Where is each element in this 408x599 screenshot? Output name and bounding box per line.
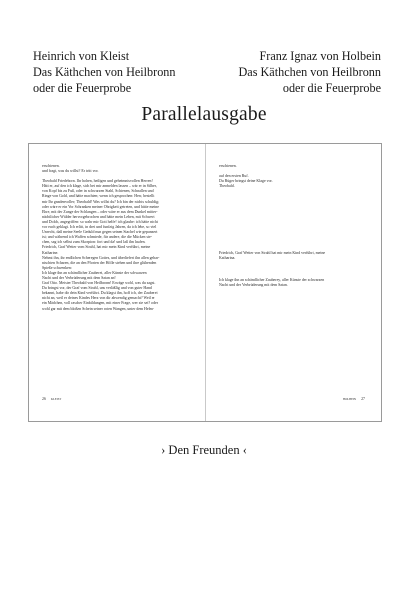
left-page-line: vor euch geklagt. Ich erlitt, in drei und funfzig Jahren, da ich lebe, so viel: [42, 225, 157, 230]
right-page-opening: [219, 164, 369, 189]
right-page-line: Ich klage ihn an schändlicher Zauberey, aller Künste der schwarzen: [219, 277, 325, 282]
left-page-number: 26: [42, 397, 46, 401]
right-running-head: holbein: [342, 397, 357, 401]
right-page-line: auf den ersten Ruf.: [219, 174, 249, 179]
right-page-line: Nacht und der Verbrüderung mit dem Satan.: [219, 282, 288, 287]
left-page-line: mir Ihr gnadenvoller; Theobald! Was willst du? Ich bin der nichts schuldig;: [42, 199, 160, 204]
left-page-line: Nacht und der Verbrüderung mit dem Satan an!: [42, 275, 116, 280]
right-page-blank-1: [219, 189, 369, 251]
right-page-line: Katharina.: [219, 256, 236, 261]
right-page-number: 27: [361, 397, 365, 401]
right-author-name: Franz Ignaz von Holbein: [259, 49, 381, 63]
right-page-text: [219, 164, 369, 288]
right-page-blank-2: [219, 262, 369, 278]
right-author-block: [239, 48, 382, 96]
left-page-line: Theobald Friedeborn. Ihr hohen, heiligen und geheimnisvollen Herren!: [42, 179, 153, 184]
right-page-line: Theobald.: [219, 184, 235, 189]
left-author-block: [33, 48, 176, 96]
right-page-line: Friedrich, Graf Wetter von Strahl hat mir mein Kind verführt, meine: [219, 251, 326, 256]
left-page-line: Spieße schwenken:: [42, 265, 72, 270]
left-page-line: oder wäre er ein Vor Schranken meiner Obrigkeit getreten, und hätte meine: [42, 204, 159, 209]
left-page-line: chen, sag ich selbst zum Skorpion: fort und da! und laß ihn laufen.: [42, 240, 146, 245]
left-page-line: und Dolch, angegriffen: so wahr mir Gott helfe! ich glaube: ich hätte nicht: [42, 219, 158, 224]
left-page-line: Unrecht, daß meine Seele Geduld nun gegen seinen Stachel wie gepanzert: [42, 230, 158, 235]
left-page-line: Friedrich, Graf Wetter vom Strahl, hat mir mein Kind verführt, meine: [42, 245, 151, 250]
left-author-name: Heinrich von Kleist: [33, 49, 130, 63]
left-page-line: ein Mädchen, voll rascher Einbildungen, mit einer Frage, wer sie sei? oder: [42, 301, 159, 306]
left-page-line: und fragt, was du willst? Er tritt vor.: [42, 169, 99, 174]
left-page-line: von Kopf bis zu Fuß, oder in schwarzen Stahl, Schienen, Schnallen und: [42, 189, 154, 194]
book-spread: [28, 143, 382, 422]
left-page-line: erschienen.: [42, 164, 60, 168]
left-work-title: Das Käthchen von Heilbronn: [33, 65, 176, 79]
left-page-folio: [42, 397, 66, 401]
dedication: › Den Freunden ‹: [161, 443, 247, 457]
left-page-line: Katharine.: [42, 250, 59, 255]
right-work-title: Das Käthchen von Heilbronn: [238, 65, 381, 79]
left-page-line: Ehre, mit der Zunge der Schlangen – oder wäre er aus dem Dunkel mitter-: [42, 209, 158, 214]
left-page-line: bekannt, habe dir dein Kind verführt. Du klagst ihn, hoff ich, der Zauberei: [42, 291, 158, 296]
right-page-line: Du Rüger bringst deine Klage vor.: [219, 179, 273, 184]
left-page-line: Graf Otto. Meister Theobald von Heilbronn! Erwäge wohl, was du sagst.: [42, 281, 156, 286]
left-page-line: Du bringst vor, der Graf vom Strahl, uns verläßlig und von guter Hand: [42, 286, 152, 291]
right-page-accusation: [219, 278, 369, 288]
left-page-line: nächtlicher Wälder hervorgebrochen und hätte mein Leben, mit Schwert: [42, 214, 155, 219]
right-work-subtitle: oder die Feuerprobe: [282, 81, 381, 95]
left-page-line: wohl gar mit dem bloßen Schein seiner roten Wangen, unter dem Helm-: [42, 306, 154, 311]
right-page-complaint: [219, 251, 369, 261]
left-work-subtitle: oder die Feuerprobe: [33, 81, 132, 95]
left-page-line: Ringe von Gold, und hätte machten; wenn ich gesprochen: Herr, bestellt: [42, 194, 155, 199]
left-page-line: nicht an, weil er deines Kindes Herz von dir abwendig gemacht? Weil er: [42, 296, 155, 301]
left-page-line: Ich klage ihn an schändlicher Zauberei, aller Künste der schwarzen: [42, 270, 147, 275]
left-running-head: kleist: [50, 397, 62, 401]
left-page-line: Nehmt ihn, ihr endlichen Scheregen Gottes, und überliefert ihn allen gehar-: [42, 255, 160, 260]
left-page-line: Hätt er, auf den ich klage, sich bei mir anmelden lassen – wär er in Silber,: [42, 184, 157, 189]
right-page-folio: [343, 397, 365, 401]
left-page-line: nischten Scharen, die an den Pforten der Hölle stehen und ihre glühenden: [42, 260, 157, 265]
left-page-line: ist; und während ich Waffen schmiede, für andere, die die Mücken ste-: [42, 235, 153, 240]
spread-gutter: [205, 144, 206, 421]
right-page-line: erschienen.: [219, 164, 237, 168]
left-page-text: [42, 164, 194, 312]
edition-title: Parallelausgabe: [141, 104, 267, 125]
